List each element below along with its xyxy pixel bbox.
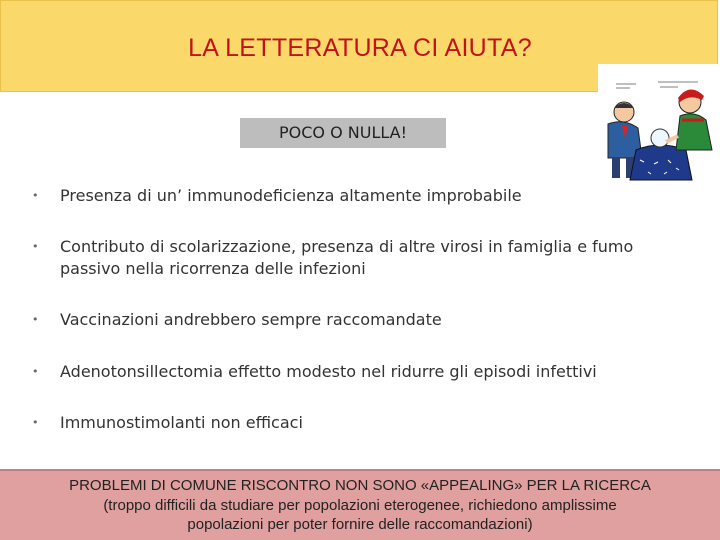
footer-line: PROBLEMI DI COMUNE RISCONTRO NON SONO «APPEALING» PER LA RICERCA: [69, 477, 651, 494]
bullet-text: [60, 185, 670, 207]
footer-line: (troppo difficili da studiare per popolazioni eterogenee, richiedono amplissime: [103, 496, 617, 514]
bullet-line: Presenza di un’ immunodeficienza altamente improbabile: [60, 186, 522, 205]
footer-text: [10, 476, 710, 535]
bullet-text: [60, 412, 670, 434]
fortune-teller-cartoon-icon: [598, 64, 720, 194]
bullet-line: Vaccinazioni andrebbero sempre raccomandate: [60, 310, 442, 329]
footer-line: popolazioni per poter fornire delle raccomandazioni): [187, 516, 533, 533]
bullet-text: [60, 309, 670, 331]
bullet-marker: •: [32, 365, 39, 378]
bullet-marker: •: [32, 189, 39, 202]
bullet-line: passivo nella ricorrenza delle infezioni: [60, 259, 366, 278]
subtitle-box: POCO O NULLA!: [240, 118, 446, 148]
bullet-text: [60, 361, 670, 383]
bullet-marker: •: [32, 416, 39, 429]
footer-band: [0, 469, 720, 540]
bullet-marker: •: [32, 240, 39, 253]
bullet-marker: •: [32, 313, 39, 326]
bullet-line: Adenotonsillectomia effetto modesto nel ridurre gli episodi infettivi: [60, 362, 597, 381]
bullet-line: Contributo di scolarizzazione, presenza di altre virosi in famiglia e fumo: [60, 237, 634, 256]
bullet-line: Immunostimolanti non efficaci: [60, 413, 303, 432]
slide-title: LA LETTERATURA CI AIUTA?: [188, 34, 532, 62]
bullet-text: [60, 236, 670, 280]
